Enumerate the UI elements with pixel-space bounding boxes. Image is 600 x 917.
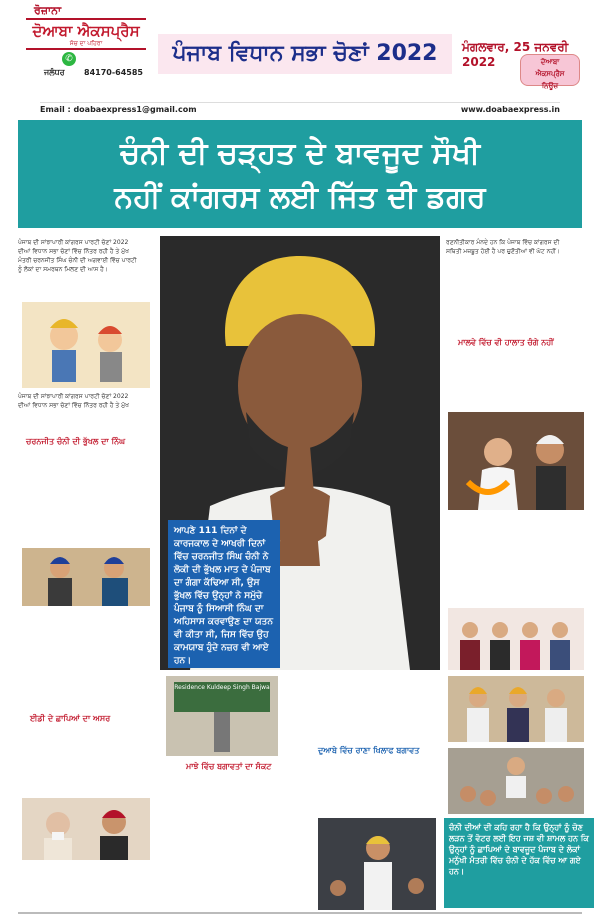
headline-line-2: ਨਹੀਂ ਕਾਂਗਰਸ ਲਈ ਜਿੱਤ ਦੀ ਡਗਰ <box>114 180 486 215</box>
body-line: ਰਣਨੀਤੀਕਾਰ ਮੰਨਦੇ ਹਨ ਕਿ ਪੰਜਾਬ ਵਿੱਚ ਕਾਂਗਰਸ ਦੀ <box>446 239 560 246</box>
group-photo <box>448 608 584 670</box>
pull-quote: ਆਪਣੇ 111 ਦਿਨਾਂ ਦੇ ਕਾਰਜਕਾਲ ਦੇ ਆਖਰੀ ਦਿਨਾਂ ਵਿੱਚ ਚਰਨਜੀਤ ਸਿੰਘ ਚੰਨੀ ਨੇ ਲੋਕੀ ਦੀ ਭੁੱਖਲ ਮਾਤ ਦੇ ਪੰਜਾਬ ਦਾ ਗੰਗਾ ਕੱਢਿਆ ਸੀ, ਉਸ ਭੁੱਖਲ ਵਿੱਚ ਉਨ੍ਹਾਂ ਨੇ ਸਮੁੱਚੇ ਪੰਜਾਬ ਨੂੰ ਸਿਆਸੀ ਨਿੰਘ ਦਾ ਅਹਿਸਾਸ ਕਰਵਾਉਣ ਦਾ ਯਤਨ ਵੀ ਕੀਤਾ ਸੀ, ਜਿਸ ਵਿੱਚ ਉਹ ਕਾਮਯਾਬ ਹੁੰਦੇ ਨਜ਼ਰ ਵੀ ਆਏ ਹਨ। <box>168 520 280 668</box>
brand-tagline: ਸੱਚ ਦਾ ਪਹਿਰਾ <box>69 40 103 47</box>
body-line: ਪੰਜਾਬ ਦੀ ਸਾਂਝਾਪਾਰੀ ਕਾਂਗਰਸ ਪਾਰਟੀ ਚੋਣਾਂ 2022 <box>18 239 129 246</box>
body-line: ਨੂੰ ਲੋਕਾਂ ਦਾ ਸਮਰਥਨ ਮਿਲਣ ਦੀ ਆਸ ਹੈ। <box>18 266 108 273</box>
whatsapp-icon: ✆ <box>62 52 76 66</box>
issue-date: ਮੰਗਲਵਾਰ, 25 ਜਨਵਰੀ 2022 <box>462 40 569 69</box>
photo-garland-greeting <box>448 412 584 510</box>
body-line: ਦੀਆਂ ਵਿਧਾਨ ਸਭਾ ਚੋਣਾਂ ਵਿੱਚ ਨਿੱਤਰ ਰਹੀ ਹੈ ਤੇ ਮੁੱਖ <box>18 248 129 255</box>
billboard-text: Residence Kuldeep Singh Bajwa <box>174 684 270 691</box>
headline-banner <box>18 120 582 228</box>
leaders-photo <box>22 548 150 606</box>
news-logo <box>520 54 580 90</box>
crowd-photo <box>448 748 584 814</box>
logo-line-2: ਐਕਸਪ੍ਰੈਸ <box>535 70 565 78</box>
logo-line-3: ਨਿਊਜ਼ <box>541 82 559 90</box>
cartoon-drawing <box>22 302 150 388</box>
left-intro-text <box>18 238 154 298</box>
photo-group-women <box>448 608 584 670</box>
subhead-ed-raids: ਈਡੀ ਦੇ ਛਾਪਿਆਂ ਦਾ ਅਸਰ <box>30 714 111 723</box>
subhead-bhukal: ਚਰਨਜੀਤ ਚੰਨੀ ਦੀ ਭੁੱਖਲ ਦਾ ਨਿੰਘ <box>26 437 126 446</box>
daily-label: ਰੋਜ਼ਾਨਾ <box>34 4 62 17</box>
cartoon-illustration <box>22 302 150 388</box>
garland-photo <box>448 412 584 510</box>
brand-name: ਦੋਆਬਾ ਐਕਸਪ੍ਰੈਸ <box>32 22 140 40</box>
footer-rule <box>18 912 582 914</box>
section-title: ਪੰਜਾਬ ਵਿਧਾਨ ਸਭਾ ਚੋਣਾਂ 2022 <box>158 34 452 74</box>
group-indoor-photo <box>448 676 584 742</box>
headline-line-1: ਚੰਨੀ ਦੀ ਚੜ੍ਹਤ ਦੇ ਬਾਵਜੂਦ ਸੌਖੀ <box>120 136 480 171</box>
body-line: ਸਥਿਤੀ ਮਜ਼ਬੂਤ ਹੋਈ ਹੈ ਪਰ ਚੁਣੌਤੀਆਂ ਵੀ ਘੱਟ ਨਹੀਂ। <box>446 248 560 255</box>
two-leaders-photo <box>22 798 150 860</box>
subhead-malwa: ਮਾਲਵੇ ਵਿੱਚ ਵੀ ਹਾਲਾਤ ਚੰਗੇ ਨਹੀਂ <box>458 338 554 347</box>
photo-campaign-speaker <box>318 818 436 910</box>
website-link[interactable]: www.doabaexpress.in <box>460 105 560 114</box>
photo-residence-sign <box>166 676 278 756</box>
left-col-text-2 <box>18 392 154 432</box>
photo-group-indoor <box>448 676 584 742</box>
speaker-photo <box>318 818 436 910</box>
photo-rally-crowd <box>448 748 584 814</box>
photo-caption: ਚੰਨੀ ਦੀਆਂ ਦੀ ਕਹਿ ਰਹਾ ਹੈ ਕਿ ਉਨ੍ਹਾਂ ਨੂੰ ਚੋਣ ਲੜਨ ਤੋਂ ਵੋਟਰ ਲਈ ਇਹ ਜਸ਼ ਵੀ ਸ਼ਾਮਲ ਹਨ ਕਿ ਉਨ੍ਹਾਂ ਨੂੰ ਛਾਪਿਆਂ ਦੇ ਬਾਵਜੂਦ ਪੰਜਾਬ ਦੇ ਲੋਕਾਂ ਮਨੁੱਖੀ ਮੰਤਰੀ ਵਿੱਚ ਚੰਨੀ ਦੇ ਹੱਕ ਵਿੱਚ ਆ ਗਏ ਹਨ। <box>444 818 594 908</box>
logo-line-1: ਦੋਆਬਾ <box>540 58 560 66</box>
right-col-text <box>446 238 584 330</box>
newspaper-logo <box>26 18 146 50</box>
photo-leaders-sitting <box>22 548 150 606</box>
subhead-majha: ਮਾਝੇ ਵਿੱਚ ਬਗਾਵਤਾਂ ਦਾ ਸੰਕਟ <box>186 762 272 771</box>
photo-two-leaders <box>22 798 150 860</box>
contact-bar <box>40 102 560 116</box>
masthead <box>0 0 600 90</box>
body-line: ਪੰਜਾਬ ਦੀ ਸਾਂਝਾਪਾਰੀ ਕਾਂਗਰਸ ਪਾਰਟੀ ਚੋਣਾਂ 2022 <box>18 393 129 400</box>
phone-number: 84170-64585 <box>84 68 143 77</box>
subhead-doaba: ਦੁਆਬੇ ਵਿੱਚ ਰਾਣਾ ਖਿਲਾਫ ਬਗਾਵਤ <box>318 746 420 755</box>
city-label: ਜਲੰਧਰ <box>44 68 65 77</box>
body-line: ਮੰਤਰੀ ਚਰਨਜੀਤ ਸਿੰਘ ਚੰਨੀ ਦੀ ਅਗਵਾਈ ਵਿੱਚ ਪਾਰਟੀ <box>18 257 137 264</box>
body-line: ਦੀਆਂ ਵਿਧਾਨ ਸਭਾ ਚੋਣਾਂ ਵਿੱਚ ਨਿੱਤਰ ਰਹੀ ਹੈ ਤੇ ਮੁੱਖ <box>18 402 129 409</box>
email-address: Email : doabaexpress1@gmail.com <box>40 105 197 114</box>
